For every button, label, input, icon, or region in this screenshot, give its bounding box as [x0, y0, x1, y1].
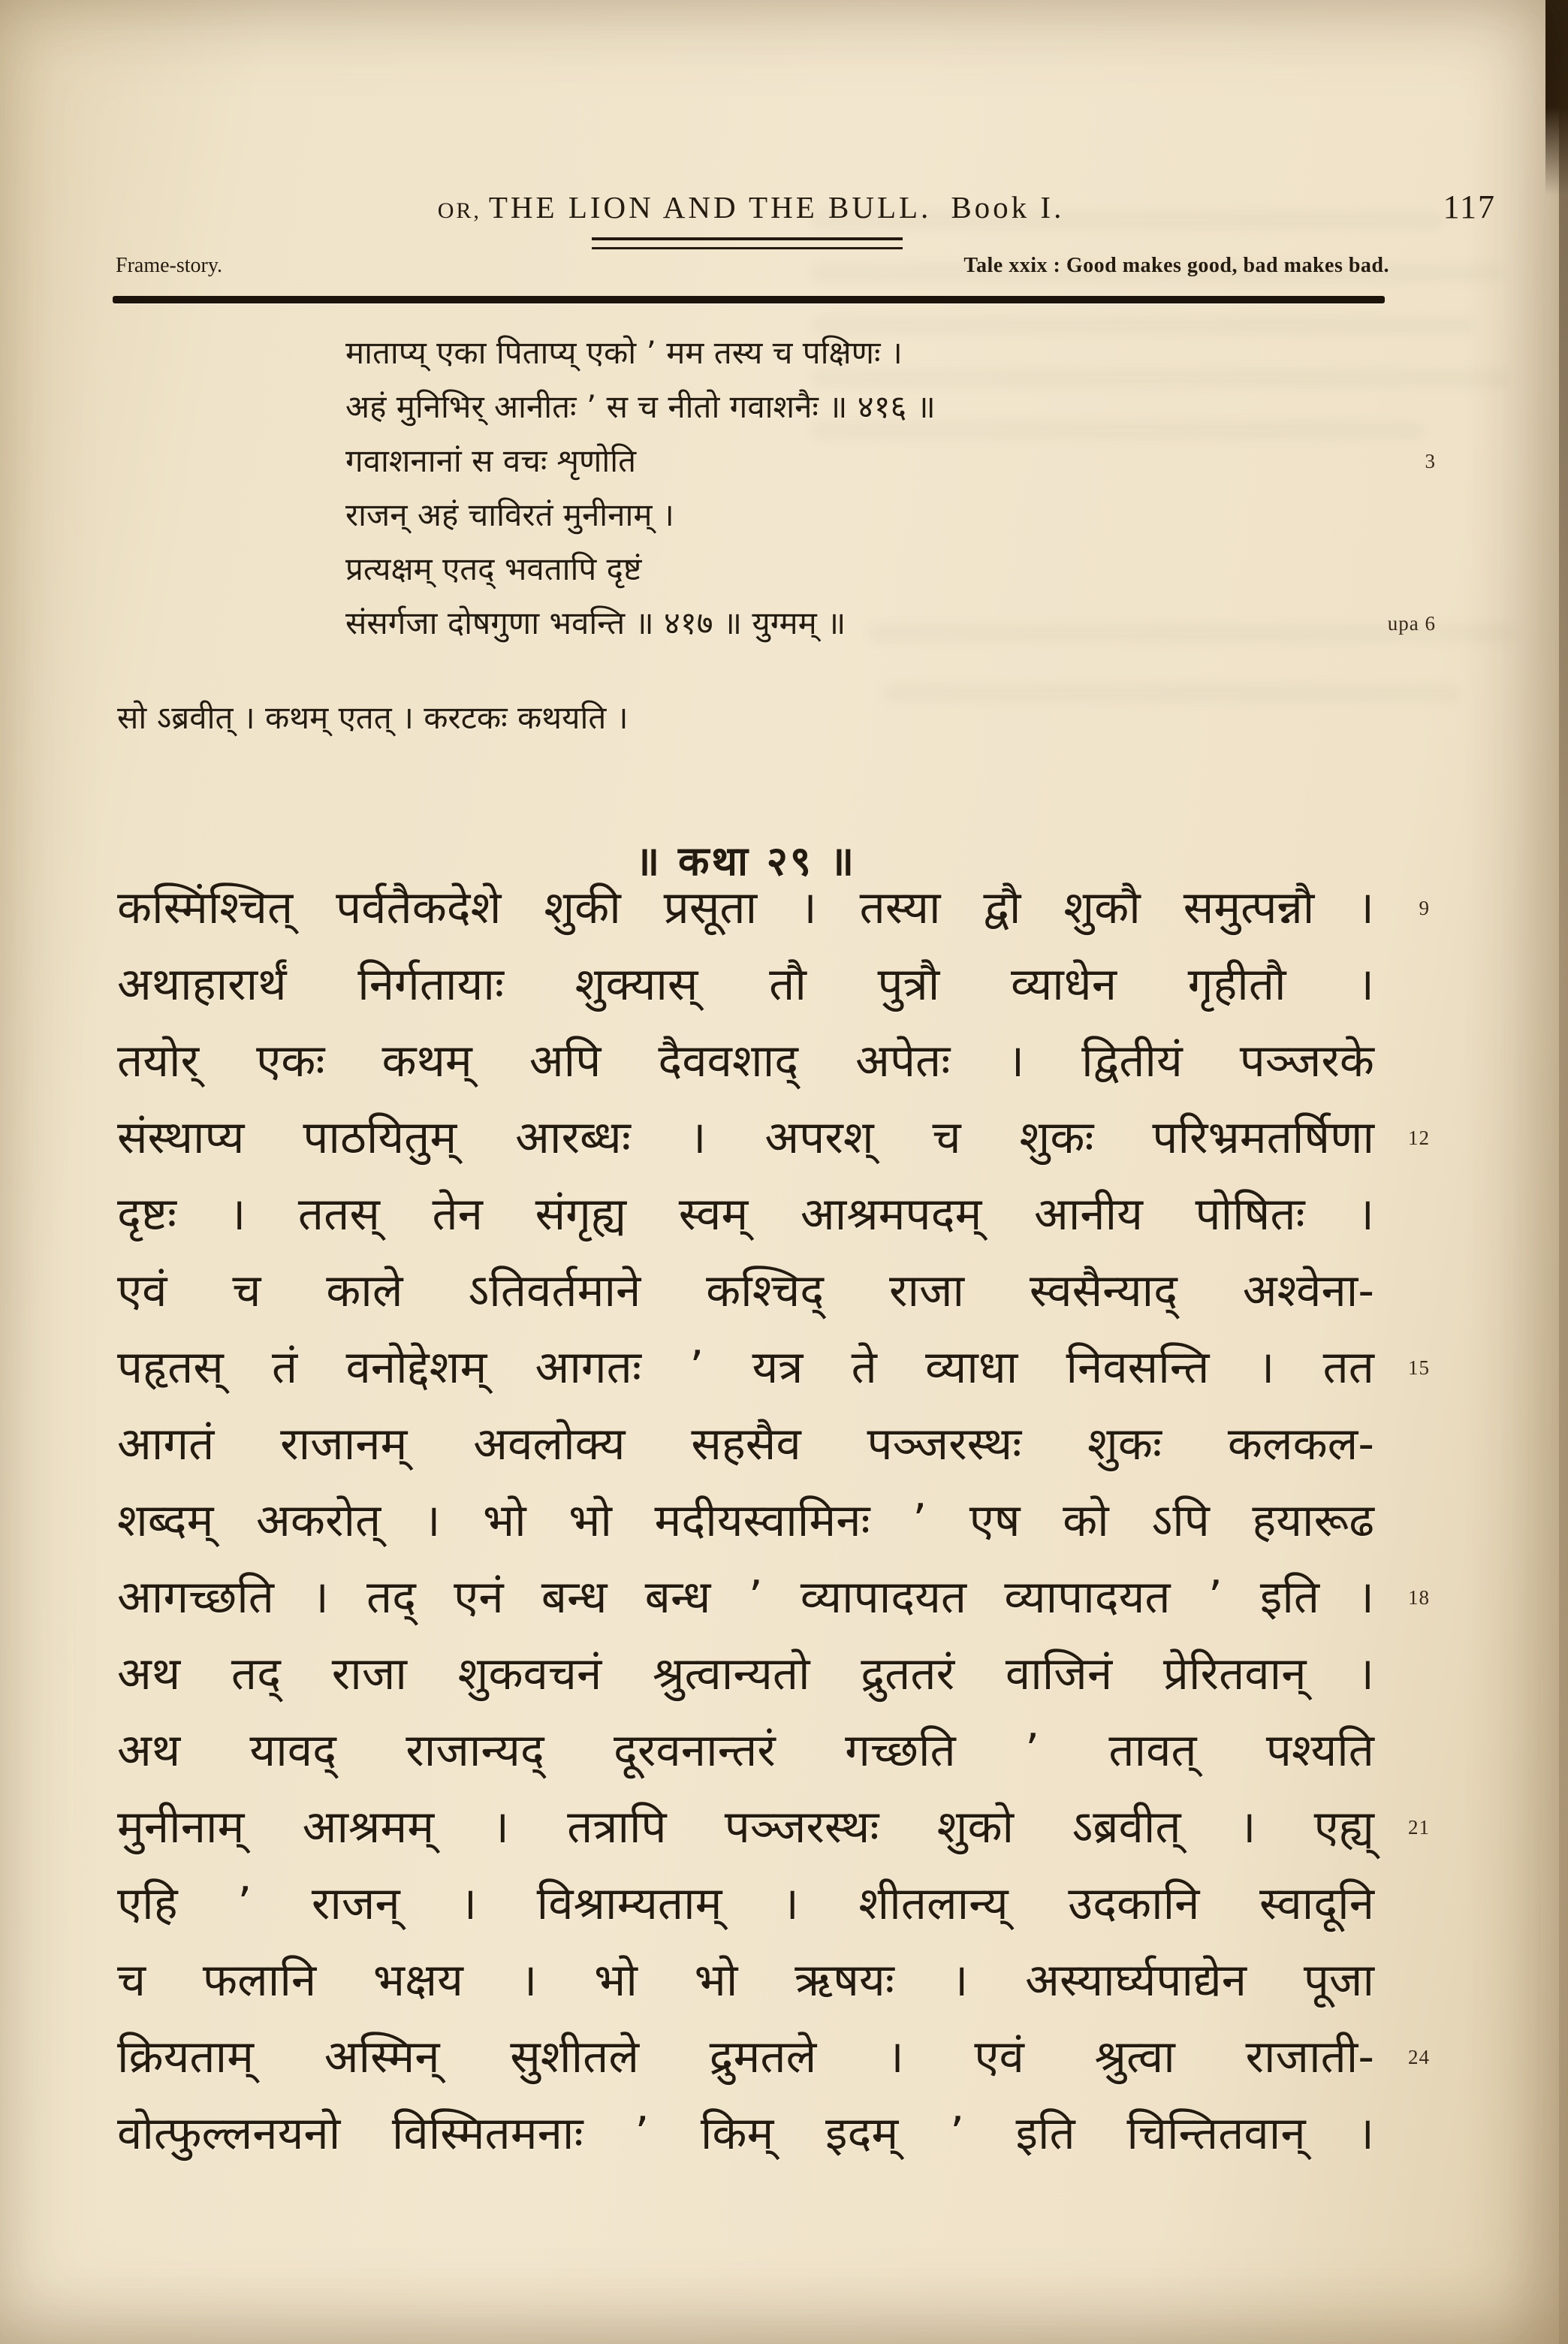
verse-line [345, 434, 1436, 488]
body-line [117, 1636, 1374, 1712]
margin-line-number: 18 [1408, 1586, 1430, 1609]
title-double-rule [592, 237, 903, 249]
sanskrit-text: क्रियताम् अस्मिन् सुशीतले द्रुमतले । एवं श्रुत्वा राजाती- [117, 2031, 1374, 2083]
sanskrit-text: तयोर् एकः कथम् अपि दैववशाद् अपेतः । द्वितीयं पञ्जरके [117, 1035, 1374, 1088]
sanskrit-text: गवाशनानां स वचः शृणोति [345, 442, 637, 479]
sanskrit-text: प्रत्यक्षम् एतद् भवतापि दृष्टं [345, 551, 642, 587]
body-line [117, 1023, 1374, 1100]
body-line [117, 1789, 1430, 1866]
margin-line-number: 12 [1408, 1127, 1430, 1149]
sanskrit-text: एहि ʼ राजन् । विश्राम्यताम् । शीतलान्य् उदकानि स्वादूनि [117, 1878, 1374, 1930]
body-line [117, 1559, 1430, 1636]
running-title-book: Book I. [951, 190, 1065, 225]
body-line [117, 1100, 1430, 1176]
page-number: 117 [1443, 189, 1496, 225]
verse-line [345, 488, 1374, 542]
right-running-head: Tale xxix : Good makes good, bad makes bad. [963, 254, 1389, 277]
body-line [117, 1866, 1374, 1942]
sanskrit-text: अथाहारार्थं निर्गतायाः शुक्यास् तौ पुत्रौ व्याधेन गृहीतौ । [117, 958, 1374, 1011]
body-line [117, 1329, 1430, 1406]
prose-intro-line: सो ऽब्रवीत् । कथम् एतत् । करटकः कथयति । [117, 699, 629, 736]
body-line [117, 946, 1374, 1023]
sanskrit-text: अथ तद् राजा शुकवचनं श्रुत्वान्यतो द्रुततरं वाजिनं प्रेरितवान् । [117, 1648, 1374, 1700]
story-heading: ॥ कथा २९ ॥ [635, 837, 857, 885]
running-title-main: THE LION AND THE BULL. [488, 190, 932, 225]
sanskrit-text: वोत्फुल्लनयनो विस्मितमनाः ʼ किम् इदम् ʼ इति चिन्तितवान् । [117, 2107, 1374, 2160]
margin-line-number: 21 [1408, 1816, 1430, 1839]
left-running-head: Frame-story. [116, 254, 223, 277]
body-line [117, 870, 1430, 946]
sanskrit-text: कस्मिंश्चित् पर्वतैकदेशे शुकी प्रसूता । तस्या द्वौ शुकौ समुत्पन्नौ । [117, 882, 1374, 934]
body-line [117, 1253, 1374, 1329]
sanskrit-text: एवं च काले ऽतिवर्तमाने कश्चिद् राजा स्वसैन्याद् अश्वेना- [117, 1265, 1374, 1317]
sanskrit-text: संस्थाप्य पाठयितुम् आरब्धः । अपरश् च शुकः परिभ्रमतर्षिणा [117, 1112, 1374, 1164]
sanskrit-text: आगच्छति । तद् एनं बन्ध बन्ध ʼ व्यापादयत व्यापादयत ʼ इति । [117, 1571, 1374, 1624]
body-line [117, 1483, 1374, 1559]
page-edge-shadow [1559, 0, 1568, 2344]
header-rule [113, 296, 1385, 303]
verse-line [345, 596, 1436, 650]
sanskrit-text: च फलानि भक्षय । भो भो ऋषयः । अस्यार्घ्यपाद्येन पूजा [117, 1954, 1374, 2007]
sanskrit-text: पहृतस् तं वनोद्देशम् आगतः ʼ यत्र ते व्याधा निवसन्ति । तत [117, 1341, 1374, 1394]
sanskrit-text: दृष्टः । ततस् तेन संगृह्य स्वम् आश्रमपदम् आनीय पोषितः । [117, 1188, 1374, 1241]
subhead-row [116, 254, 1389, 278]
verse-line [345, 380, 1374, 434]
margin-line-number: upa 6 [1387, 612, 1436, 635]
verse-block [345, 326, 1436, 650]
body-line [117, 1712, 1374, 1789]
body-line [117, 1942, 1374, 2019]
sanskrit-text: राजन् अहं चाविरतं मुनीनाम् । [345, 496, 674, 533]
sanskrit-text: अहं मुनिभिर् आनीतः ʼ स च नीतो गवाशनैः ॥ ४१६ ॥ [345, 388, 936, 425]
sanskrit-text: माताप्य् एका पिताप्य् एको ʼ मम तस्य च पक्षिणः । [345, 334, 903, 371]
sanskrit-text: शब्दम् अकरोत् । भो भो मदीयस्वामिनः ʼ एष को ऽपि हयारूढ [117, 1495, 1374, 1547]
body-line [117, 2095, 1374, 2172]
verse-line [345, 542, 1374, 596]
margin-line-number: 3 [1425, 450, 1436, 472]
sanskrit-text: आगतं राजानम् अवलोक्य सहसैव पञ्जरस्थः शुकः कलकल- [117, 1418, 1374, 1471]
margin-line-number: 15 [1408, 1356, 1430, 1379]
story-body [117, 870, 1430, 2172]
margin-line-number: 9 [1419, 897, 1430, 919]
page-corner-shadow [1545, 0, 1568, 195]
sanskrit-text: मुनीनाम् आश्रमम् । तत्रापि पञ्जरस्थः शुको ऽब्रवीत् । एह्य् [117, 1801, 1374, 1854]
running-title [113, 189, 1389, 225]
verse-line [345, 326, 1374, 380]
sanskrit-text: अथ यावद् राजान्यद् दूरवनान्तरं गच्छति ʼ तावत् पश्यति [117, 1724, 1374, 1777]
body-line [117, 2019, 1430, 2095]
running-title-prefix: OR, [437, 198, 481, 223]
body-line [117, 1176, 1374, 1253]
body-line [117, 1406, 1374, 1483]
sanskrit-text: संसर्गजा दोषगुणा भवन्ति ॥ ४१७ ॥ युग्मम् ॥ [345, 605, 846, 641]
margin-line-number: 24 [1408, 2046, 1430, 2068]
